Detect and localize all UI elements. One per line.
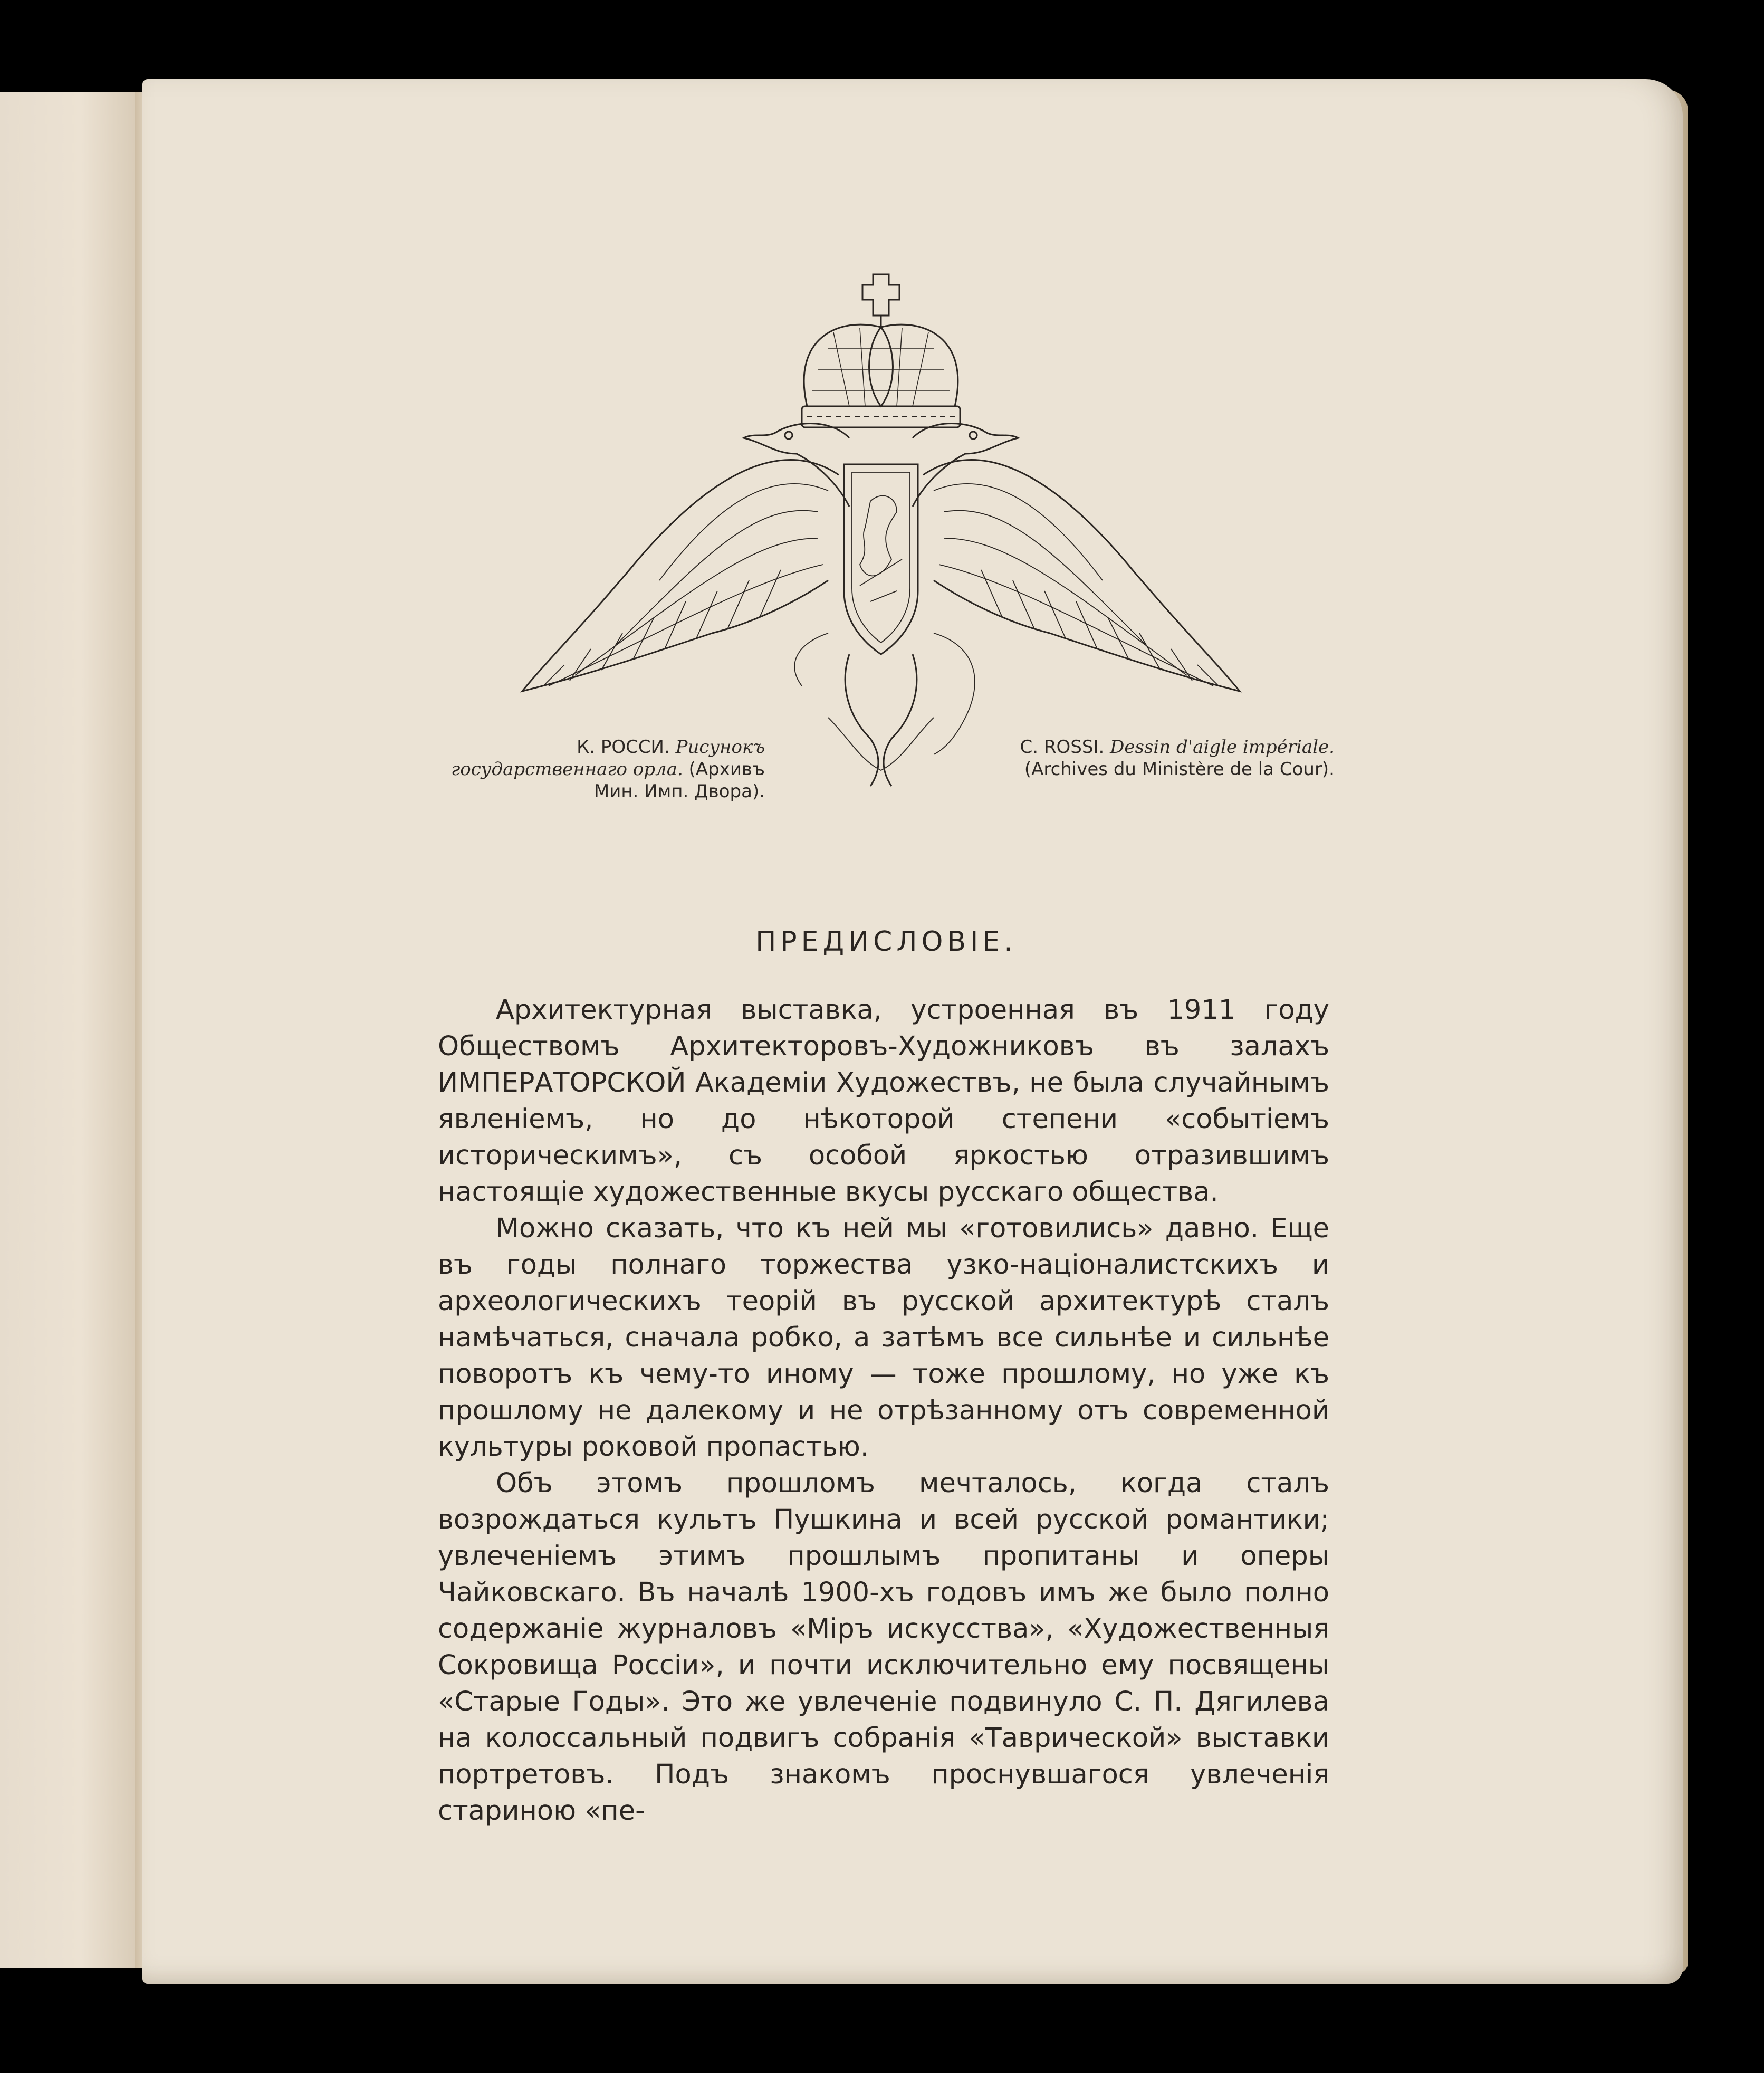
left-wing: [522, 460, 839, 691]
body-text: [438, 992, 1329, 1829]
eagle-body-and-tail: [794, 633, 975, 786]
cross-icon: [862, 274, 899, 327]
paragraph: Можно сказать, что къ ней мы «готовились» давно. Еще въ годы полнаго торжества узко-націоналистскихъ и археологическихъ теорій въ русской архитектурѣ сталъ намѣчаться, сначала робко, а затѣмъ все сильнѣе и сильнѣе поворотъ къ чему-то иному — тоже прошлому, но уже къ прошлому не далекому и не отрѣзанному отъ современной культуры роковой пропастью.: [438, 1213, 1329, 1463]
caption-left-title: Рисунокъ государственнаго орла.: [451, 737, 765, 780]
paragraph: Объ этомъ прошломъ мечталось, когда сталъ возрождаться культъ Пушкина и всей русской романтики; увлеченіемъ этимъ прошлымъ пропитаны и оперы Чайковскаго. Въ началѣ 1900-хъ годовъ имъ же было полно содержаніе журналовъ «Міръ искусства», «Художественныя Сокровища Россіи», и почти исключительно ему посвящены «Старые Годы». Это же увлеченіе подвинуло С. П. Дягилева на колоссальный подвигъ собранія «Таврической» выставки портретовъ. Подъ знакомъ проснувшагося увлеченія стариною «пе-: [438, 1468, 1329, 1827]
page-title: ПРЕДИСЛОВІЕ.: [755, 926, 1017, 958]
facing-page: [0, 92, 136, 1968]
caption-right: [997, 736, 1335, 780]
double-headed-eagle-emblem: [480, 264, 1282, 797]
crown-icon: [802, 324, 960, 427]
paragraph: Архитектурная выставка, устроенная въ 1911 году Обществомъ Архитекторовъ-Художниковъ въ залахъ ИМПЕРАТОРСКОЙ Академіи Художествъ, не была случайнымъ явленіемъ, но до нѣкоторой степени «событіемъ историческимъ», съ особой яркостью отразившимъ настоящіе художественные вкусы русскаго общества.: [438, 995, 1329, 1208]
caption-left: [438, 736, 765, 803]
caption-right-author: C. ROSSI.: [1020, 737, 1105, 758]
shield-icon: [844, 464, 918, 654]
caption-right-source: (Archives du Ministère de la Cour).: [1024, 759, 1335, 780]
right-wing: [923, 460, 1240, 691]
caption-left-author: К. РОССИ.: [577, 737, 670, 758]
caption-left-source: (Архивъ Мин. Имп. Двора).: [593, 759, 765, 802]
caption-right-title: Dessin d'aigle impériale.: [1110, 737, 1335, 758]
